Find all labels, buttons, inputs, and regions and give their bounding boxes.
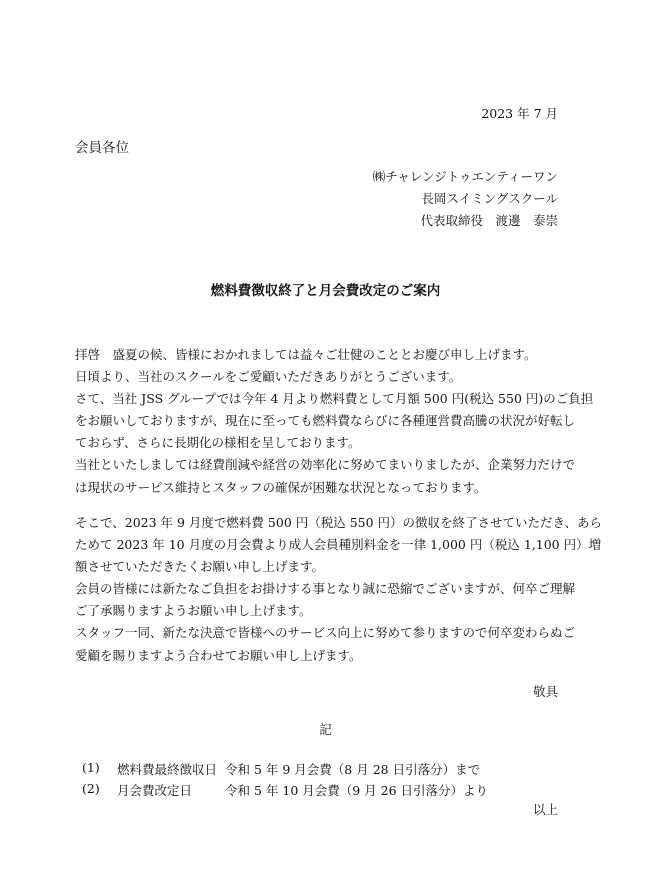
document-date: 2023 年 7 月 — [481, 106, 558, 121]
body-line: 額させていただきたくお願い申し上げます。 — [75, 559, 325, 575]
body-line: 会員の皆様には新たなご負担をお掛けする事となり誠に恐縮でございますが、何卒ご理解 — [75, 581, 576, 597]
item-number: (2) — [82, 781, 100, 796]
body-line: スタッフ一同、新たな決意で皆様へのサービス向上に努めて参りますので何卒変わらぬご — [75, 625, 576, 641]
sender-representative: 代表取締役 渡邊 泰崇 — [420, 213, 558, 228]
end-mark: 以上 — [532, 802, 558, 817]
body-line: をお願いしておりますが、現在に至っても燃料費ならびに各種運営費高騰の状況が好転し — [75, 413, 576, 429]
body-block-2 — [75, 512, 603, 667]
body-block-1 — [75, 344, 594, 499]
body-line: は現状のサービス維持とスタッフの確保が困難な状況となっております。 — [75, 479, 487, 495]
body-line: 日頃より、当社のスクールをご愛顧いただきありがとうございます。 — [75, 369, 462, 385]
body-line: さて、当社 JSS グループでは今年 4 月より燃料費として月額 500 円(税込 550 円)のご負担 — [75, 391, 594, 407]
body-line: ご了承賜りますようお願い申し上げます。 — [75, 603, 312, 619]
sender-company: ㈱チャレンジトゥエンティーワン — [372, 169, 558, 184]
item-label: 燃料費最終徴収日 — [117, 762, 218, 777]
body-line: そこで、2023 年 9 月度で燃料費 500 円（税込 550 円）の徴収を終了させていただき、あら — [75, 515, 603, 530]
body-line: 当社といたしましては経費削減や経営の効率化に努めてまいりましたが、企業努力だけで — [75, 457, 576, 473]
item-value: 令和 5 年 9 月会費（8 月 28 日引落分）まで — [225, 762, 481, 777]
body-line: 愛顧を賜りますよう合わせてお願い申し上げます。 — [75, 647, 362, 663]
body-line: ためて 2023 年 10 月度の月会費より成人会員種別料金を一律 1,000 円（税込 1,100 円）増 — [75, 537, 602, 553]
item-number: (1) — [82, 760, 100, 775]
item-label: 月会費改定日 — [117, 783, 193, 798]
recipient: 会員各位 — [75, 140, 129, 156]
closing-phrase: 敬具 — [532, 684, 558, 699]
body-line: ておらず、さらに長期化の様相を呈しております。 — [75, 435, 361, 451]
sender-school: 長岡スイミングスクール — [421, 191, 558, 206]
item-value: 令和 5 年 10 月会費（9 月 26 日引落分）より — [225, 783, 489, 798]
document-title: 燃料費徴収終了と月会費改定のご案内 — [210, 283, 441, 299]
body-line: 拝啓 盛夏の候、皆様におかれましては益々ご壮健のこととお慶び申し上げます。 — [75, 347, 537, 362]
notes-heading: 記 — [319, 722, 332, 737]
